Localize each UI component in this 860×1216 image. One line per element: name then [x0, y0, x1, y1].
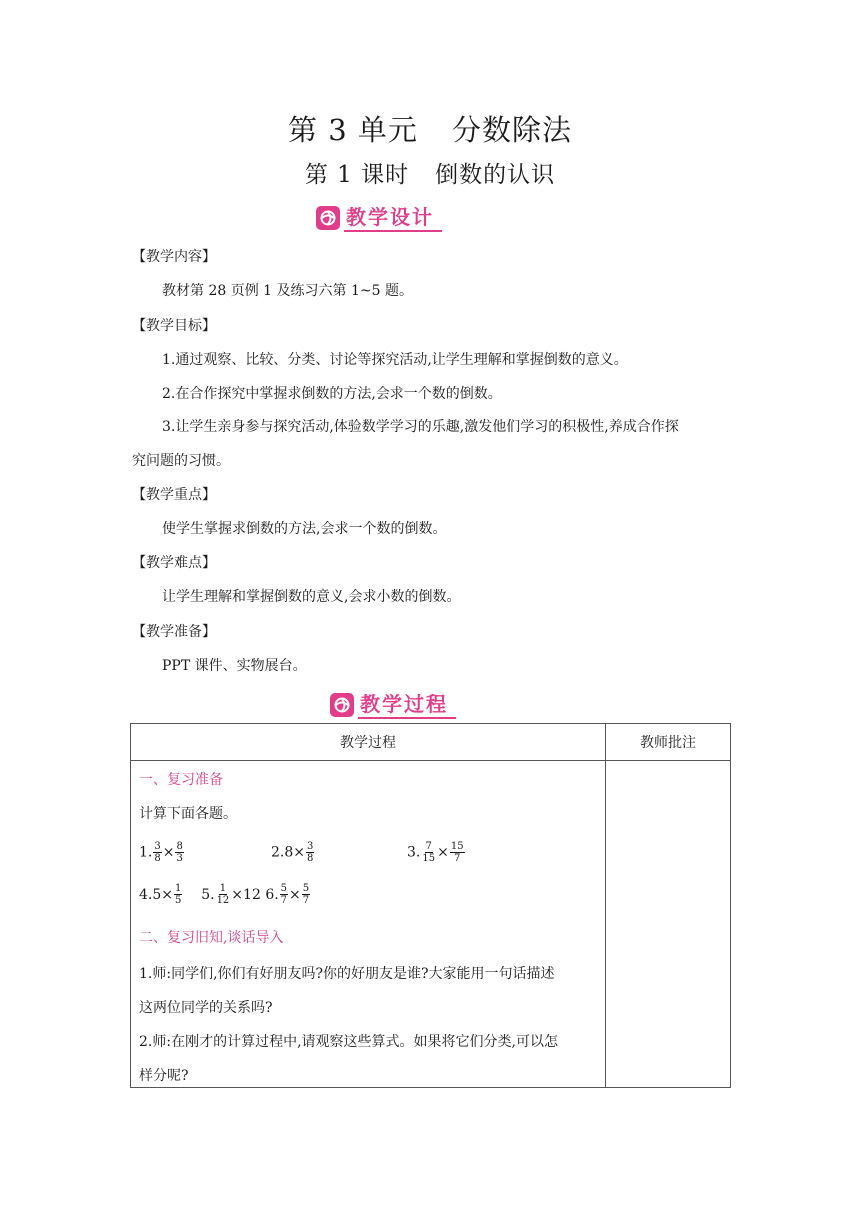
design-badge — [316, 203, 442, 233]
process-badge-label: 教学过程 — [358, 691, 456, 719]
heading-difficulties: 【教学难点】 — [132, 555, 216, 571]
exercise-1: 1. $\frac{3}{8}$ × $\frac{8}{3}$ — [139, 841, 183, 864]
table-row — [131, 761, 731, 1088]
part2-title: 二、复习旧知,谈话导入 — [139, 930, 284, 946]
part1-title: 一、复习准备 — [139, 772, 223, 788]
heading-content: 【教学内容】 — [132, 249, 216, 265]
key-points-text: 使学生掌握求倒数的方法,会求一个数的倒数。 — [162, 521, 447, 537]
header-process: 教学过程 — [131, 724, 606, 761]
heading-goals: 【教学目标】 — [132, 318, 216, 334]
preparation-text: PPT 课件、实物展台。 — [162, 658, 307, 674]
difficulties-text: 让学生理解和掌握倒数的意义,会求小数的倒数。 — [162, 589, 461, 605]
paragraph-1: 1.师:同学们,你们有好朋友吗?你的好朋友是谁?大家能用一句话描述 — [139, 966, 555, 982]
table-header-row — [131, 724, 731, 761]
goal-2: 2.在合作探究中掌握求倒数的方法,会求一个数的倒数。 — [162, 386, 502, 402]
goal-1: 1.通过观察、比较、分类、讨论等探究活动,让学生理解和掌握倒数的意义。 — [162, 352, 628, 368]
unit-number: 第 3 单元 — [288, 113, 418, 147]
heading-preparation: 【教学准备】 — [132, 624, 216, 640]
goal-3: 3.让学生亲身参与探究活动,体验数学学习的乐趣,激发他们学习的积极性,养成合作探 — [162, 419, 679, 435]
part1-instruction: 计算下面各题。 — [139, 806, 237, 822]
lesson-title — [0, 156, 860, 189]
header-notes: 教师批注 — [606, 724, 731, 761]
process-table — [130, 723, 731, 1088]
design-badge-label: 教学设计 — [344, 204, 442, 232]
exercise-4: 4.5× $\frac{1}{5}$ — [139, 883, 182, 906]
heading-key-points: 【教学重点】 — [132, 487, 216, 503]
lesson-name: 倒数的认识 — [435, 162, 556, 188]
unit-title — [0, 108, 860, 149]
exercise-6: 6. $\frac{5}{7}$ × $\frac{5}{7}$ — [265, 883, 310, 906]
swirl-logo-icon — [330, 693, 354, 717]
unit-name: 分数除法 — [451, 113, 572, 147]
paragraph-2-cont: 样分呢? — [139, 1068, 189, 1084]
exercise-2: 2.8× $\frac{3}{8}$ — [271, 841, 314, 864]
paragraph-1-cont: 这两位同学的关系吗? — [139, 1000, 273, 1016]
goal-3-cont: 究问题的习惯。 — [132, 453, 230, 469]
exercise-5: 5. $\frac{1}{12}$ ×12 — [201, 883, 261, 906]
swirl-logo-icon — [316, 206, 340, 230]
paragraph-2: 2.师:在刚才的计算过程中,请观察这些算式。如果将它们分类,可以怎 — [139, 1034, 558, 1050]
lesson-number: 第 1 课时 — [304, 162, 410, 188]
process-badge — [330, 690, 456, 720]
teacher-notes-cell — [606, 761, 731, 1088]
exercise-3: 3. $\frac{7}{15}$ × $\frac{15}{7}$ — [407, 841, 464, 864]
process-cell — [131, 761, 606, 1088]
content-text: 教材第 28 页例 1 及练习六第 1~5 题。 — [162, 283, 413, 299]
exercise-4-6 — [139, 883, 311, 906]
